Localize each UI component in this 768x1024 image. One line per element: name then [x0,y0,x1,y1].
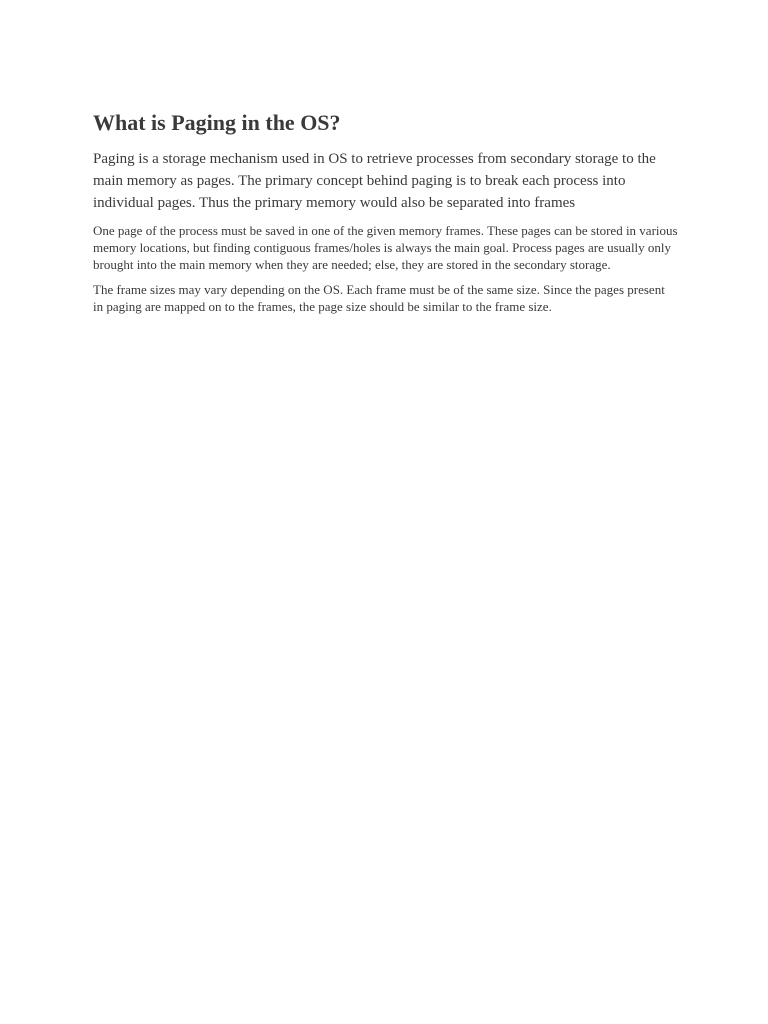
document-page [93,109,678,323]
intro-paragraph: Paging is a storage mechanism used in OS to retrieve processes from secondary storage to the main memory as pages. The primary concept behind paging is to break each process into individual pages. Thus the primary memory would also be separated into frames [93,151,656,211]
paragraph-frame-sizes: The frame sizes may vary depending on the OS. Each frame must be of the same size. Since the pages present in paging are mapped on to the frames, the page size should be similar to the frame size. [93,282,665,314]
page-title: What is Paging in the OS? [93,110,341,135]
paragraph-frames-storage: One page of the process must be saved in one of the given memory frames. These pages can be stored in various memory locations, but finding contiguous frames/holes is always the main goal. Process pages are usually only brought into the main memory when they are needed; else, they are stored in the secondary storage. [93,223,678,272]
